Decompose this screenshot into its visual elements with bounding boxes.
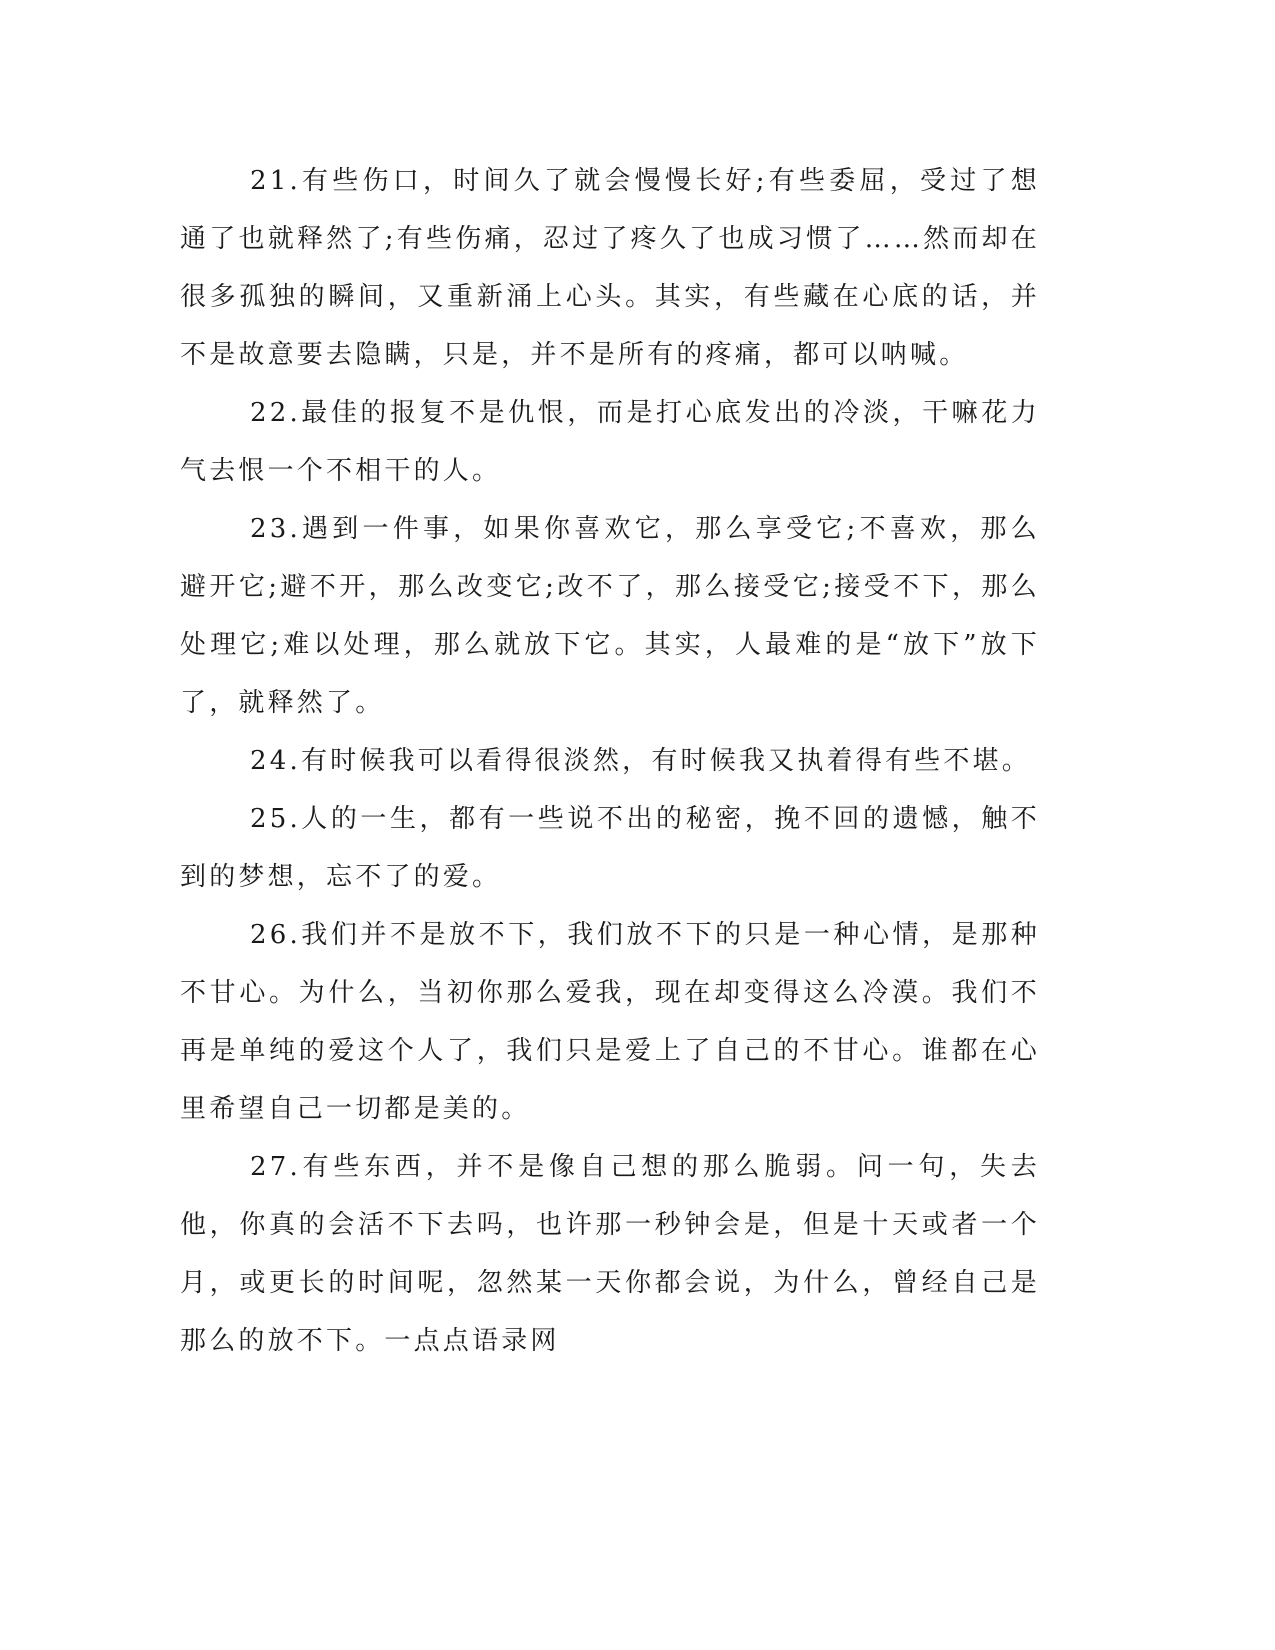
- paragraph-27: 27.有些东西，并不是像自己想的那么脆弱。问一句，失去他，你真的会活不下去吗，也许那一秒钟会是，但是十天或者一个月，或更长的时间呢，忽然某一天你都会说，为什么，曾经自己是那么的放不下。一点点语录网: [180, 1152, 1040, 1356]
- paragraph-21: 21.有些伤口，时间久了就会慢慢长好;有些委屈，受过了想通了也就释然了;有些伤痛，忍过了疼久了也成习惯了……然而却在很多孤独的瞬间，又重新涌上心头。其实，有些藏在心底的话，并不是故意要去隐瞒，只是，并不是所有的疼痛，都可以呐喊。: [180, 166, 1040, 370]
- paragraph-26: 26.我们并不是放不下，我们放不下的只是一种心情，是那种不甘心。为什么，当初你那么爱我，现在却变得这么冷漠。我们不再是单纯的爱这个人了，我们只是爱上了自己的不甘心。谁都在心里希望自己一切都是美的。: [180, 920, 1040, 1124]
- paragraph-23: 23.遇到一件事，如果你喜欢它，那么享受它;不喜欢，那么避开它;避不开，那么改变它;改不了，那么接受它;接受不下，那么处理它;难以处理，那么就放下它。其实，人最难的是“放下”放下了，就释然了。: [180, 514, 1040, 718]
- paragraph-25: 25.人的一生，都有一些说不出的秘密，挽不回的遗憾，触不到的梦想，忘不了的爱。: [180, 804, 1040, 892]
- document-body: [180, 152, 1040, 1370]
- paragraph-24: 24.有时候我可以看得很淡然，有时候我又执着得有些不堪。: [250, 746, 1031, 776]
- paragraph-22: 22.最佳的报复不是仇恨，而是打心底发出的冷淡，干嘛花力气去恨一个不相干的人。: [180, 398, 1040, 486]
